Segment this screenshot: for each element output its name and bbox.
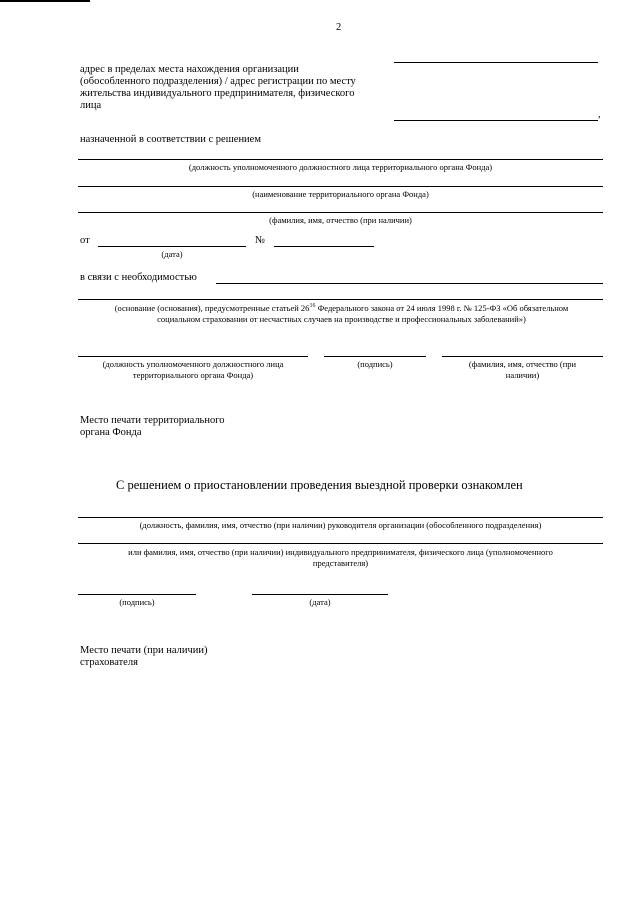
stamp-fund-line2: органа Фонда [80, 427, 142, 438]
ack-date-line[interactable] [252, 594, 388, 595]
date-caption: (дата) [161, 249, 183, 259]
address-label-line: лица [80, 100, 102, 111]
stamp-insured [80, 645, 207, 669]
address-line-top [394, 62, 598, 63]
official-position-line[interactable] [78, 159, 603, 160]
position-signature-line[interactable] [78, 356, 308, 357]
number-line[interactable] [274, 246, 374, 247]
appointed-label: назначенной в соответствии с решением [80, 134, 261, 145]
name-caption-line1: (фамилия, имя, отчество (при [468, 359, 577, 369]
number-label: № [255, 235, 266, 246]
reason-caption-post: Федерального закона от 24 июля 1998 г. № 125-ФЗ «Об обязательном [315, 302, 569, 313]
reason-caption [80, 301, 603, 325]
reason-caption-sup: 16 [309, 303, 316, 309]
acknowledgement-line-2[interactable] [78, 543, 603, 544]
name-signature-line[interactable] [442, 356, 603, 357]
acknowledgement-caption-2 [78, 547, 603, 569]
name-caption-line2: наличии) [505, 370, 540, 380]
stamp-insured-line1: Место печати (при наличии) [80, 645, 208, 656]
reason-caption-line1 [80, 301, 603, 314]
reason-caption-pre: (основание (основания), предусмотренные статьей 26 [114, 302, 310, 313]
fund-name-caption: (наименование территориального органа Фонда) [252, 189, 429, 199]
address-label-line: (обособленного подразделения) / адрес регистрации по месту [80, 76, 356, 87]
acknowledgement-heading: С решением о приостановлении проведения выездной проверки ознакомлен [116, 478, 523, 492]
full-name-line[interactable] [78, 212, 603, 213]
address-label-line: жительства индивидуального предпринимателя, физического [80, 88, 355, 99]
address-line-bottom[interactable] [394, 120, 598, 121]
reason-label: в связи с необходимостью [80, 272, 197, 283]
official-position-caption: (должность уполномоченного должностного лица территориального органа Фонда) [188, 162, 493, 172]
position-caption-line2: территориального органа Фонда) [132, 370, 254, 380]
stamp-insured-line2: страхователя [80, 657, 138, 668]
signature-caption: (подпись) [357, 359, 393, 369]
stamp-fund-line1: Место печати территориального [80, 415, 225, 426]
position-caption [78, 359, 308, 381]
stamp-fund [80, 415, 225, 439]
position-caption-line1: (должность уполномоченного должностного лица [102, 359, 284, 369]
fund-name-line[interactable] [78, 186, 603, 187]
reason-caption-line2: социальном страховании от несчастных случаев на производстве и профессиональных заболеваний») [157, 313, 526, 324]
name-caption [442, 359, 603, 381]
reason-line-2[interactable] [78, 299, 603, 300]
acknowledgement-caption-2-line2: представителя) [312, 558, 369, 568]
address-comma: , [598, 109, 601, 120]
ack-date-caption: (дата) [309, 597, 331, 607]
signature-line[interactable] [324, 356, 426, 357]
acknowledgement-line-1[interactable] [78, 517, 603, 518]
scan-edge-mark [0, 0, 90, 2]
acknowledgement-caption-2-line1: или фамилия, имя, отчество (при наличии) индивидуального предпринимателя, физического лица (уполномоченного [128, 547, 553, 557]
acknowledgement-caption-1: (должность, фамилия, имя, отчество (при наличии) руководителя организации (обособленного подразделения) [139, 520, 542, 530]
from-label: от [80, 235, 90, 246]
page-number: 2 [336, 22, 342, 33]
full-name-caption: (фамилия, имя, отчество (при наличии) [269, 215, 412, 225]
ack-signature-line[interactable] [78, 594, 196, 595]
reason-line-1[interactable] [216, 283, 603, 284]
address-label-line: адрес в пределах места нахождения организации [80, 64, 299, 75]
address-label [80, 64, 400, 112]
date-line[interactable] [98, 246, 246, 247]
ack-signature-caption: (подпись) [119, 597, 155, 607]
